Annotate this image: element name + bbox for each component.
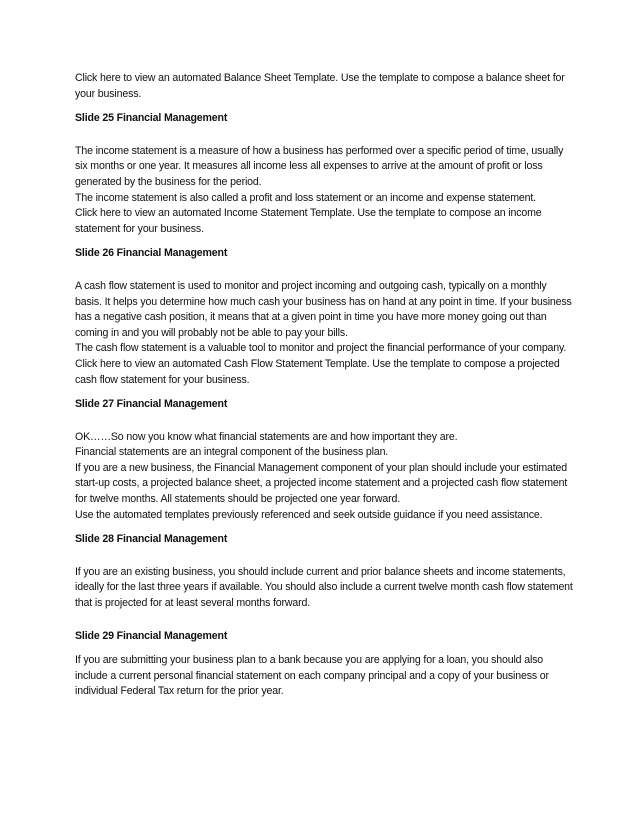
- slide-26-paragraph-1: A cash flow statement is used to monitor and project incoming and outgoing cash, typically on a monthly basis. It helps you determine how much cash your business has on hand at any point in time. If your business has a negative cash position, it means that at a given point in time you have more money going out than coming in and you will probably not be able to pay your bills.: [75, 279, 572, 339]
- slide-25-paragraph-1: The income statement is a measure of how a business has performed over a specific period of time, usually six months or one year. It measures all income less all expenses to arrive at the amount of profit or loss generated by the business for the period.: [75, 144, 564, 188]
- document-page: [75, 71, 575, 700]
- section-heading-slide-26: Slide 26 Financial Management: [75, 247, 228, 260]
- slide-25-paragraph-2: The income statement is also called a profit and loss statement or an income and expense statement.: [75, 191, 536, 204]
- intro-paragraph: Click here to view an automated Balance Sheet Template. Use the template to compose a balance sheet for your business.: [75, 72, 565, 100]
- slide-27-paragraph-4: Use the automated templates previously referenced and seek outside guidance if you need assistance.: [75, 508, 543, 521]
- slide-27-paragraph-2: Financial statements are an integral component of the business plan.: [75, 446, 389, 459]
- section-heading-slide-27: Slide 27 Financial Management: [75, 398, 228, 411]
- slide-27-paragraph-1: OK……So now you know what financial statements are and how important they are.: [75, 430, 458, 443]
- slide-28-paragraph-1: If you are an existing business, you should include current and prior balance sheets and income statements, ideally for the last three years if available. You should also include a current twelve month cash flow statement that is projected for at least several months forward.: [75, 565, 573, 610]
- slide-25-paragraph-3: Click here to view an automated Income Statement Template. Use the template to compose an income statement for your business.: [75, 207, 542, 235]
- section-heading-slide-25: Slide 25 Financial Management: [75, 112, 228, 125]
- section-heading-slide-29: Slide 29 Financial Management: [75, 629, 228, 642]
- slide-26-paragraph-3: Click here to view an automated Cash Flow Statement Template. Use the template to compose a projected cash flow statement for your business.: [75, 357, 560, 386]
- slide-27-paragraph-3: If you are a new business, the Financial Management component of your plan should include your estimated start-up costs, a projected balance sheet, a projected income statement and a projected cash flow statement for twelve months. All statements should be projected one year forward.: [75, 461, 568, 506]
- slide-29-paragraph-1: If you are submitting your business plan to a bank because you are applying for a loan, you should also include a current personal financial statement on each company principal and a copy of your business or individual Federal Tax return for the prior year.: [75, 654, 549, 698]
- section-heading-slide-28: Slide 28 Financial Management: [75, 533, 228, 546]
- slide-26-paragraph-2: The cash flow statement is a valuable tool to monitor and project the financial performance of your company.: [75, 342, 567, 355]
